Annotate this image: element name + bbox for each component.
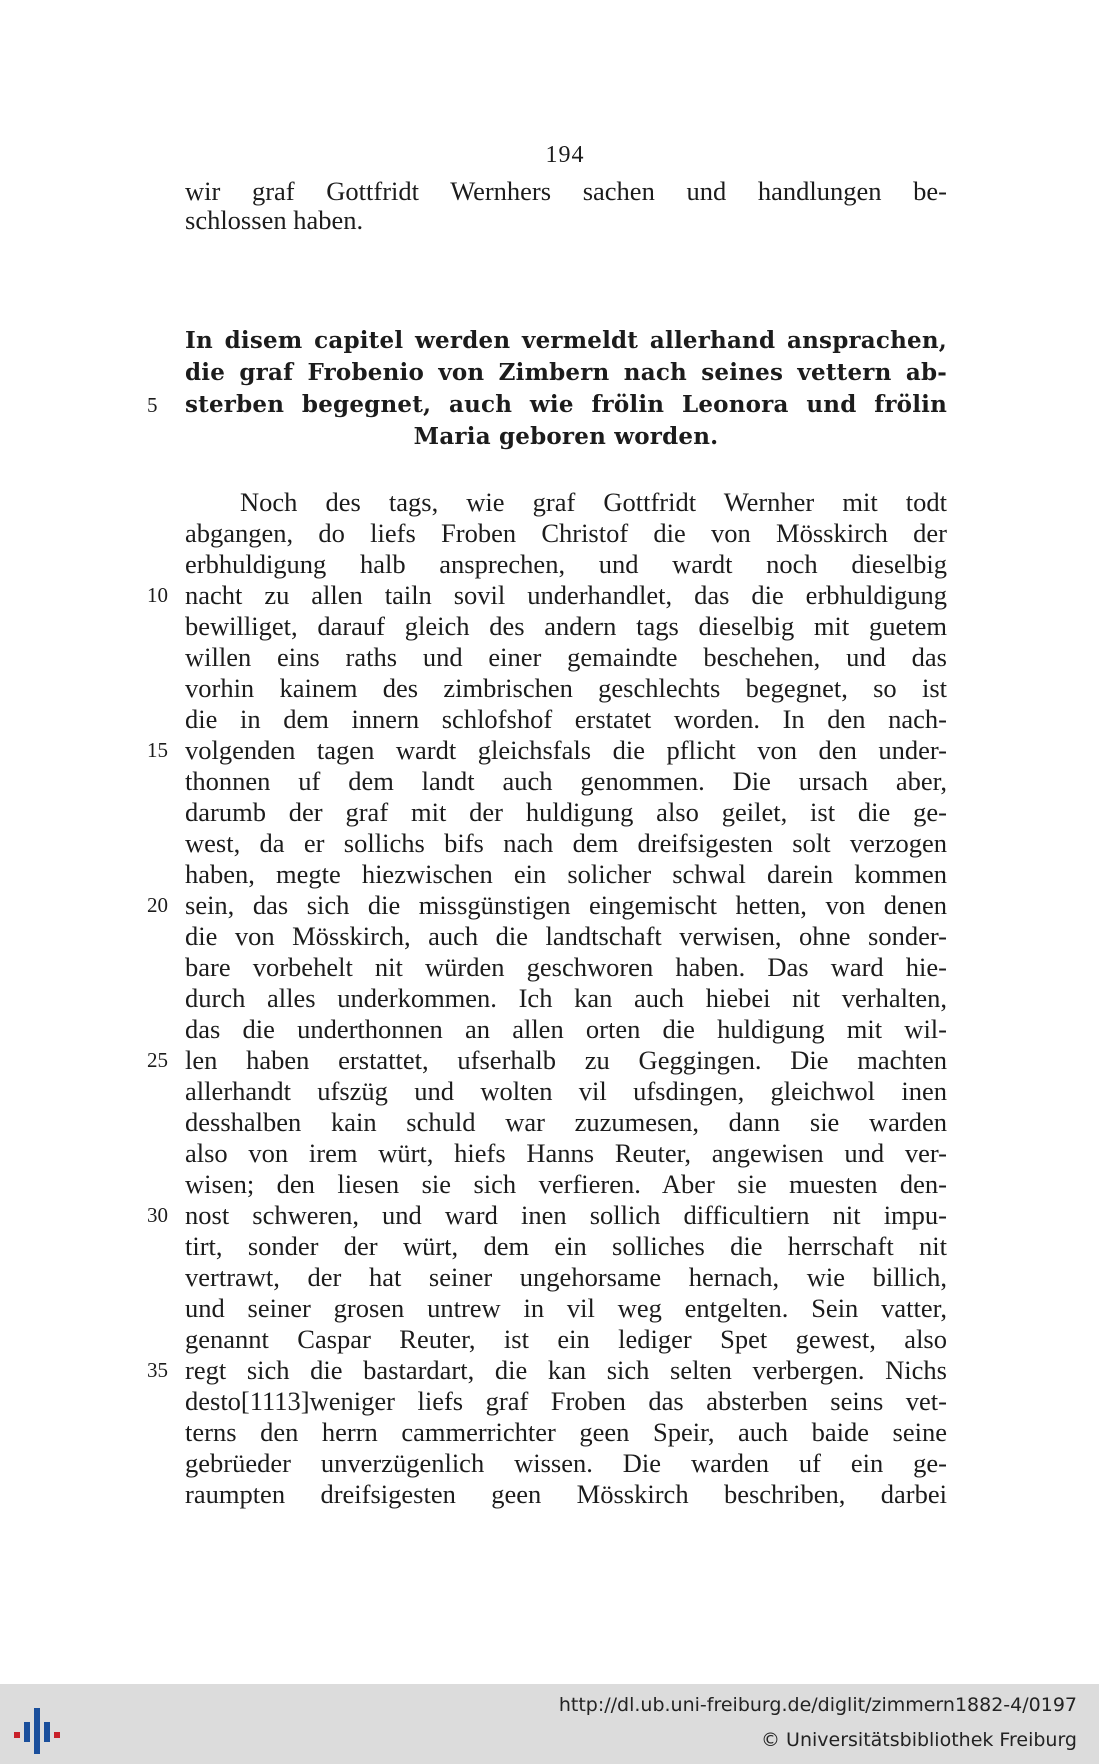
copyright-text: © Universitätsbibliothek Freiburg	[761, 1729, 1077, 1751]
text-line: nacht zu allen tailn sovil underhandlet, das die erbhuldigung	[185, 580, 947, 610]
text-line: thonnen uf dem landt auch genommen. Die ursach aber,	[185, 766, 947, 796]
text-line: tirt, sonder der würt, dem ein solliches die herrschaft nit	[185, 1231, 947, 1261]
line-number: 5	[147, 393, 158, 417]
text-line: schlossen haben.	[185, 205, 364, 235]
text-line: nost schweren, und ward inen sollich difficultiern nit impu-	[185, 1200, 947, 1230]
text-line: darumb der graf mit der huldigung also geilet, ist die ge-	[185, 797, 947, 827]
document-url-link[interactable]: http://dl.ub.uni-freiburg.de/diglit/zimmern1882-4/0197	[558, 1694, 1077, 1716]
text-line: allerhandt ufszüg und wolten vil ufsdingen, gleichwol inen	[185, 1076, 947, 1106]
heading-line: die graf Frobenio von Zimbern nach seines vettern ab-	[185, 359, 947, 386]
text-line: durch alles underkommen. Ich kan auch hiebei nit verhalten,	[185, 983, 947, 1013]
text-line: die in dem innern schlofshof erstatet worden. In den nach-	[185, 704, 947, 734]
text-line: raumpten dreifsigesten geen Mösskirch beschriben, darbei	[185, 1479, 947, 1509]
text-line: len haben erstattet, ufserhalb zu Geggingen. Die machten	[185, 1045, 947, 1075]
heading-line: sterben begegnet, auch wie frölin Leonora und frölin	[185, 391, 947, 418]
text-line: wir graf Gottfridt Wernhers sachen und handlungen be-	[185, 176, 947, 206]
footer-bar	[0, 1684, 1099, 1764]
text-line: west, da er sollichs bifs nach dem dreifsigesten solt verzogen	[185, 828, 947, 858]
text-line: haben, megte hiezwischen ein solicher schwal darein kommen	[185, 859, 947, 889]
text-line: terns den herrn cammerrichter geen Speir, auch baide seine	[185, 1417, 947, 1447]
text-line: gebrüeder unverzügenlich wissen. Die warden uf ein ge-	[185, 1448, 947, 1478]
text-line: volgenden tagen wardt gleichsfals die pflicht von den under-	[185, 735, 947, 765]
page-number: 194	[545, 142, 585, 168]
text-line: regt sich die bastardart, die kan sich selten verbergen. Nichs	[185, 1355, 947, 1385]
text-line: also von irem würt, hiefs Hanns Reuter, angewisen und ver-	[185, 1138, 947, 1168]
text-line: abgangen, do liefs Froben Christof die von Mösskirch der	[185, 518, 947, 548]
text-line: wisen; den liesen sie sich verfieren. Aber sie muesten den-	[185, 1169, 947, 1199]
text-line: erbhuldigung halb ansprechen, und wardt noch dieselbig	[185, 549, 947, 579]
heading-line: Maria geboren worden.	[413, 423, 719, 450]
library-logo-icon[interactable]	[12, 1692, 72, 1756]
line-number: 25	[147, 1048, 168, 1072]
line-number: 35	[147, 1358, 168, 1382]
text-line: vertrawt, der hat seiner ungehorsame hernach, wie billich,	[185, 1262, 947, 1292]
text-line: und seiner grosen untrew in vil weg entgelten. Sein vatter,	[185, 1293, 947, 1323]
line-number: 30	[147, 1203, 168, 1227]
heading-line: In disem capitel werden vermeldt allerhand ansprachen,	[185, 327, 947, 354]
text-line: desshalben kain schuld war zuzumesen, dann sie warden	[185, 1107, 947, 1137]
text-line: bare vorbehelt nit würden geschworen haben. Das ward hie-	[185, 952, 947, 982]
text-line: desto[1113]weniger liefs graf Froben das absterben seins vet-	[185, 1386, 947, 1416]
text-line: willen eins raths und einer gemaindte beschehen, und das	[185, 642, 947, 672]
text-line: Noch des tags, wie graf Gottfridt Wernher mit todt	[240, 487, 947, 517]
line-number: 10	[147, 583, 168, 607]
text-line: das die underthonnen an allen orten die huldigung mit wil-	[185, 1014, 947, 1044]
text-line: vorhin kainem des zimbrischen geschlechts begegnet, so ist	[185, 673, 947, 703]
text-line: genannt Caspar Reuter, ist ein lediger Spet gewest, also	[185, 1324, 947, 1354]
text-line: sein, das sich die missgünstigen eingemischt hetten, von denen	[185, 890, 947, 920]
text-line: die von Mösskirch, auch die landtschaft verwisen, ohne sonder-	[185, 921, 947, 951]
line-number: 15	[147, 738, 168, 762]
text-line: bewilliget, darauf gleich des andern tags dieselbig mit guetem	[185, 611, 947, 641]
line-number: 20	[147, 893, 168, 917]
